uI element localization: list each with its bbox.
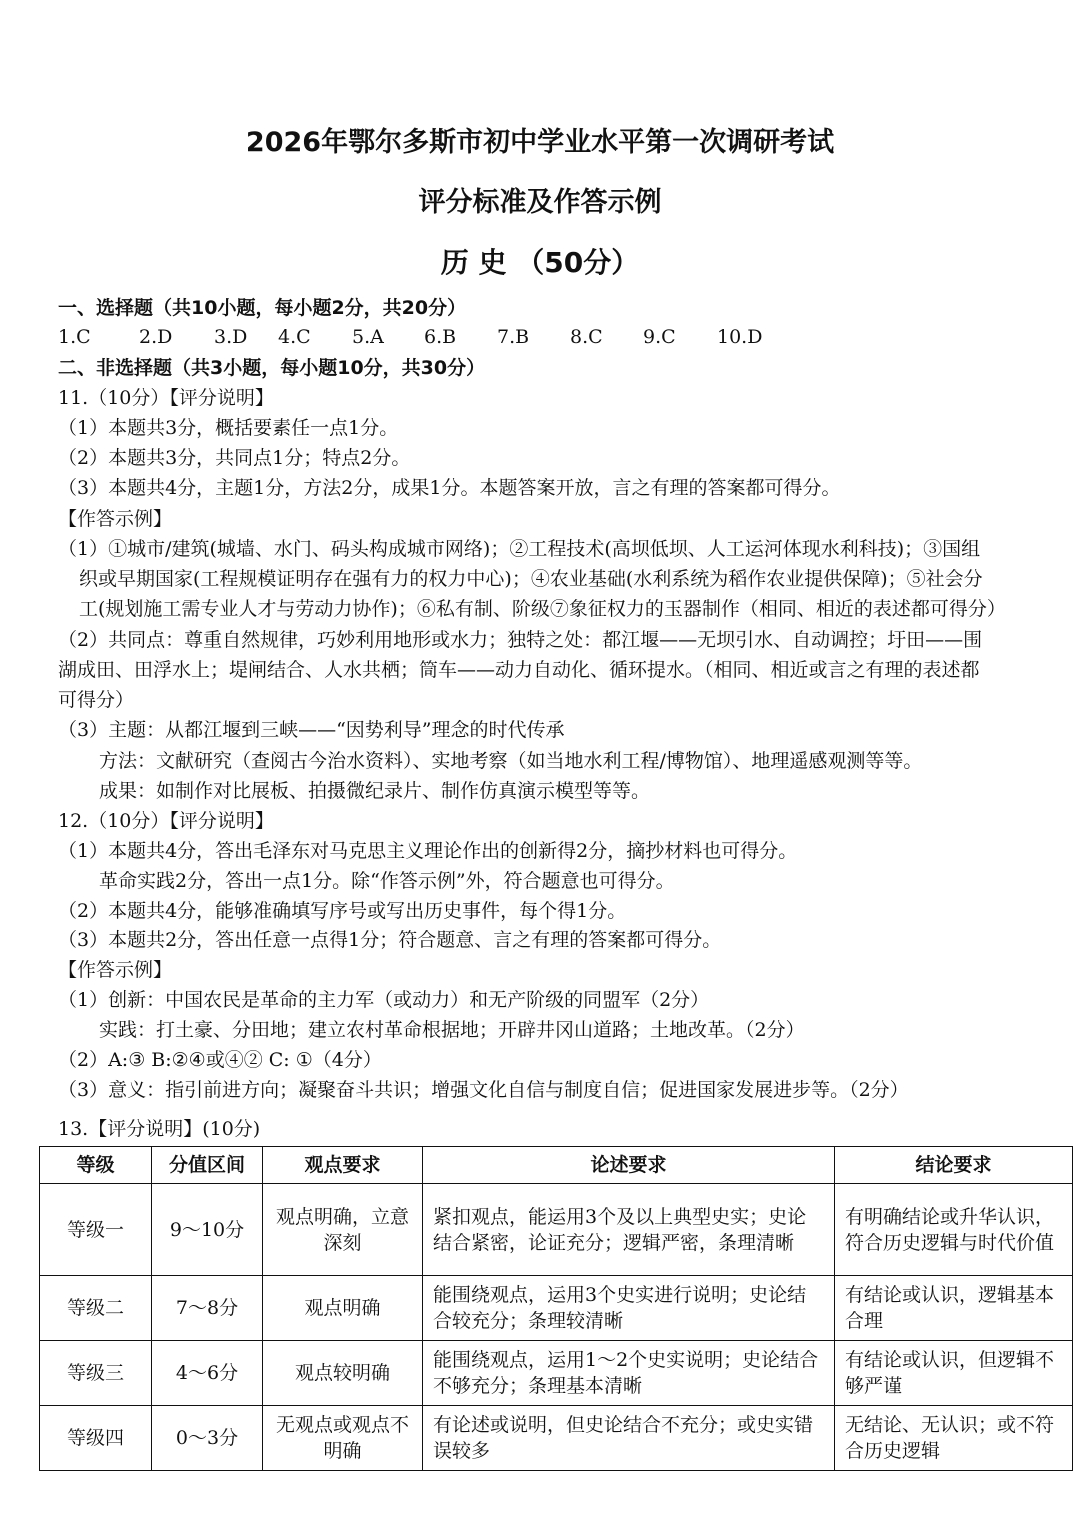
choice-answer: 6.B — [424, 326, 457, 348]
table-cell: 7～8分 — [152, 1276, 263, 1341]
table-cell: 观点明确，立意深刻 — [263, 1184, 423, 1276]
q12-criterion: （3）本题共2分，答出任意一点得1分；符合题意、言之有理的答案都可得分。 — [58, 929, 722, 951]
column-header: 等级 — [40, 1147, 152, 1184]
table-cell: 能围绕观点，运用1～2个史实说明；史论结合不够充分；条理基本清晰 — [423, 1341, 835, 1406]
section-1-heading: 一、选择题（共10小题，每小题2分，共20分） — [58, 297, 467, 319]
table-cell: 无观点或观点不明确 — [263, 1406, 423, 1471]
table-row — [40, 1406, 1073, 1471]
rubric-table-wrap — [39, 1146, 1072, 1471]
q11-example-line: 织或早期国家(工程规模证明存在强有力的权力中心)；④农业基础(水利系统为稻作农业提供保障)；⑤社会分 — [79, 568, 983, 590]
table-row — [40, 1341, 1073, 1406]
q11-example-line: 湖成田、田浮水上；堤闸结合、人水共栖；筒车——动力自动化、循环提水。（相同、相近或言之有理的表述都 — [58, 659, 980, 681]
choice-answer: 10.D — [717, 326, 763, 348]
q12-example-line: （2）A:③ B:②④或④② C: ①（4分） — [58, 1049, 382, 1071]
q12-criterion: （1）本题共4分，答出毛泽东对马克思主义理论作出的创新得2分，摘抄材料也可得分。 — [58, 840, 798, 862]
q12-heading: 12.（10分）【评分说明】 — [58, 810, 274, 832]
q11-example-line: 成果：如制作对比展板、拍摄微纪录片、制作仿真演示模型等等。 — [99, 780, 651, 802]
table-cell: 9～10分 — [152, 1184, 263, 1276]
table-cell: 4～6分 — [152, 1341, 263, 1406]
q11-criterion: （2）本题共3分，共同点1分；特点2分。 — [58, 447, 411, 469]
q12-example-line: （3）意义：指引前进方向；凝聚奋斗共识；增强文化自信与制度自信；促进国家发展进步等。（2分） — [58, 1079, 909, 1101]
q11-example-line: （1）①城市/建筑(城墙、水门、码头构成城市网络)；②工程技术(高坝低坝、人工运河体现水利科技)；③国组 — [58, 538, 981, 560]
column-header: 分值区间 — [152, 1147, 263, 1184]
table-cell: 无结论、无认识；或不符合历史逻辑 — [835, 1406, 1073, 1471]
choice-answer: 9.C — [643, 326, 676, 348]
choice-answer: 8.C — [570, 326, 603, 348]
table-cell: 能围绕观点，运用3个史实进行说明；史论结合较充分；条理较清晰 — [423, 1276, 835, 1341]
table-cell: 等级三 — [40, 1341, 152, 1406]
choice-answer: 5.A — [352, 326, 384, 348]
table-cell: 紧扣观点，能运用3个及以上典型史实；史论结合紧密，论证充分；逻辑严密，条理清晰 — [423, 1184, 835, 1276]
choice-answer: 4.C — [278, 326, 311, 348]
table-cell: 0～3分 — [152, 1406, 263, 1471]
section-2-heading: 二、非选择题（共3小题，每小题10分，共30分） — [58, 357, 486, 379]
table-cell: 等级二 — [40, 1276, 152, 1341]
q13-heading: 13.【评分说明】(10分) — [58, 1118, 261, 1140]
q11-example-line: （2）共同点：尊重自然规律，巧妙利用地形或水力；独特之处：都江堰——无坝引水、自动调控；圩田——围 — [58, 629, 983, 651]
table-row — [40, 1276, 1073, 1341]
q12-example-line: （1）创新：中国农民是革命的主力军（或动力）和无产阶级的同盟军（2分） — [58, 989, 710, 1011]
q11-example-line: 可得分） — [58, 689, 135, 711]
q11-example-line: 方法：文献研究（查阅古今治水资料）、实地考察（如当地水利工程/博物馆）、地理遥感观测等等。 — [99, 750, 923, 772]
q12-criterion: 革命实践2分，答出一点1分。除“作答示例”外，符合题意也可得分。 — [99, 870, 675, 892]
choice-answer: 2.D — [139, 326, 173, 348]
table-cell: 等级一 — [40, 1184, 152, 1276]
table-cell: 有论述或说明，但史论结合不充分；或史实错误较多 — [423, 1406, 835, 1471]
q11-criterion: （1）本题共3分，概括要素任一点1分。 — [58, 417, 399, 439]
table-cell: 有结论或认识，但逻辑不够严谨 — [835, 1341, 1073, 1406]
q11-example-line: （3）主题：从都江堰到三峡——“因势利导”理念的时代传承 — [58, 719, 565, 741]
choice-answer: 1.C — [58, 326, 91, 348]
table-header-row — [40, 1147, 1073, 1184]
subject-title: 历 史 （50分） — [440, 246, 640, 279]
q11-example-heading: 【作答示例】 — [58, 508, 173, 530]
table-cell: 观点较明确 — [263, 1341, 423, 1406]
table-cell: 等级四 — [40, 1406, 152, 1471]
q11-example-line: 工(规划施工需专业人才与劳动力协作)；⑥私有制、阶级⑦象征权力的玉器制作（相同、相近的表述都可得分） — [79, 598, 1006, 620]
column-header: 结论要求 — [835, 1147, 1073, 1184]
choice-answer: 3.D — [214, 326, 248, 348]
column-header: 观点要求 — [263, 1147, 423, 1184]
rubric-table — [39, 1146, 1073, 1471]
table-cell: 有明确结论或升华认识，符合历史逻辑与时代价值 — [835, 1184, 1073, 1276]
q11-criterion: （3）本题共4分，主题1分，方法2分，成果1分。本题答案开放，言之有理的答案都可得分。 — [58, 477, 841, 499]
table-row — [40, 1184, 1073, 1276]
exam-title: 2026年鄂尔多斯市初中学业水平第一次调研考试 — [245, 127, 835, 158]
q12-example-heading: 【作答示例】 — [58, 959, 173, 981]
choice-answer: 7.B — [497, 326, 530, 348]
q12-example-line: 实践：打土豪、分田地；建立农村革命根据地；开辟井冈山道路；土地改革。（2分） — [99, 1019, 805, 1041]
q11-heading: 11.（10分）【评分说明】 — [58, 387, 274, 409]
exam-subtitle: 评分标准及作答示例 — [418, 187, 662, 218]
q12-criterion: （2）本题共4分，能够准确填写序号或写出历史事件，每个得1分。 — [58, 900, 627, 922]
table-cell: 有结论或认识，逻辑基本合理 — [835, 1276, 1073, 1341]
column-header: 论述要求 — [423, 1147, 835, 1184]
table-cell: 观点明确 — [263, 1276, 423, 1341]
